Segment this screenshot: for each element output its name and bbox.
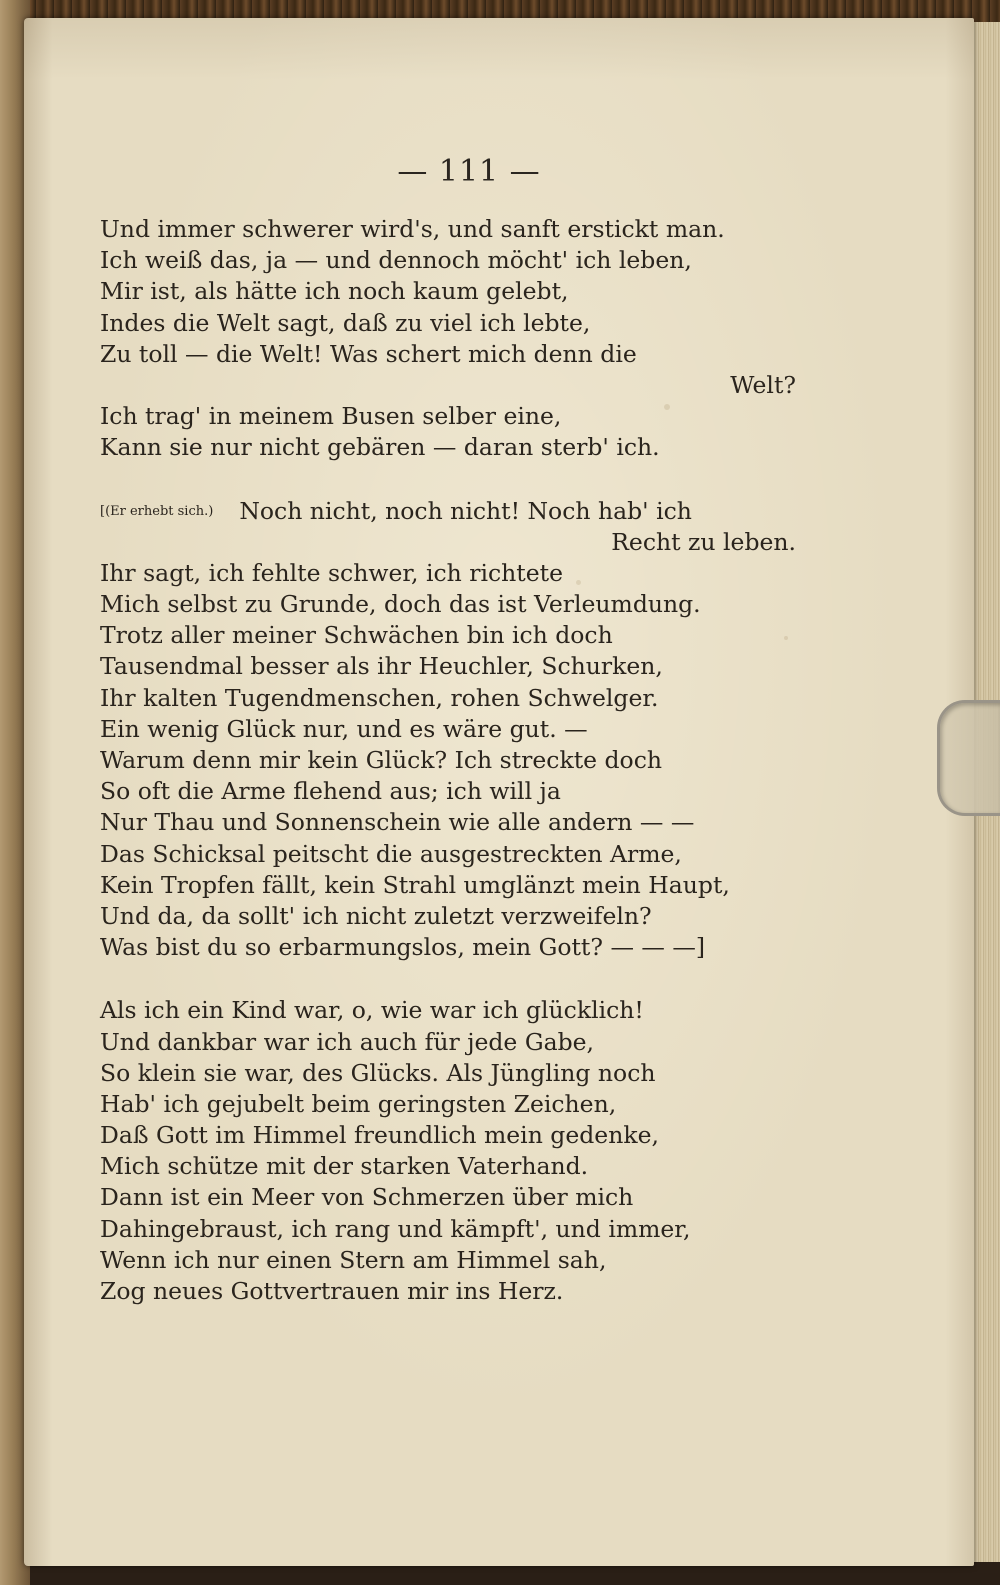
verse-line: Zog neues Gottvertrauen mir ins Herz. bbox=[100, 1277, 564, 1305]
verse-line-continuation: Recht zu leben. bbox=[611, 527, 796, 556]
page-clip-tab bbox=[937, 700, 1000, 816]
verse-line: Und da, da sollt' ich nicht zuletzt verzweifeln? bbox=[100, 901, 652, 930]
stage-direction: [(Er erhebt sich.) bbox=[100, 503, 214, 519]
verse-line: Das Schicksal peitscht die ausgestreckten Arme, bbox=[100, 839, 682, 868]
verse-line: Dann ist ein Meer von Schmerzen über mich bbox=[100, 1183, 634, 1212]
verse-line: Mich selbst zu Grunde, doch das ist Verleumdung. bbox=[100, 590, 701, 619]
verse-line: Nur Thau und Sonnenschein wie alle andern — — bbox=[100, 808, 695, 837]
verse-line: Als ich ein Kind war, o, wie war ich glücklich! bbox=[100, 996, 644, 1025]
verse-line: Wenn ich nur einen Stern am Himmel sah, bbox=[100, 1245, 607, 1274]
stanza-gap bbox=[100, 963, 840, 995]
verse-line: So klein sie war, des Glücks. Als Jüngling noch bbox=[100, 1058, 656, 1087]
verse-line-text: Noch nicht, noch nicht! Noch hab' ich bbox=[239, 496, 692, 525]
stanza-gap bbox=[100, 464, 840, 496]
page-text bbox=[100, 214, 840, 1307]
verse-line: Mich schütze mit der starken Vaterhand. bbox=[100, 1152, 589, 1181]
verse-line: Was bist du so erbarmungslos, mein Gott? — — —] bbox=[100, 933, 706, 962]
verse-line: Hab' ich gejubelt beim geringsten Zeichen, bbox=[100, 1089, 617, 1118]
verse-line: Trotz aller meiner Schwächen bin ich doch bbox=[100, 621, 613, 650]
verse-line: Ich trag' in meinem Busen selber eine, bbox=[100, 402, 562, 431]
verse-line: Ein wenig Glück nur, und es wäre gut. — bbox=[100, 714, 588, 743]
verse-line: Ihr kalten Tugendmenschen, rohen Schwelger. bbox=[100, 683, 659, 712]
verse-line: Und immer schwerer wird's, und sanft erstickt man. bbox=[100, 215, 725, 243]
verse-line: Mir ist, als hätte ich noch kaum gelebt, bbox=[100, 277, 569, 306]
verse-line: Und dankbar war ich auch für jede Gabe, bbox=[100, 1027, 595, 1056]
verse-line-with-stage-direction bbox=[100, 496, 840, 527]
book-page bbox=[24, 18, 974, 1566]
verse-line: Ich weiß das, ja — und dennoch möcht' ich leben, bbox=[100, 246, 692, 275]
verse-line: Ihr sagt, ich fehlte schwer, ich richtete bbox=[100, 558, 563, 587]
verse-line: Dahingebraust, ich rang und kämpft', und immer, bbox=[100, 1214, 691, 1243]
verse-line: Zu toll — die Welt! Was schert mich denn die bbox=[100, 339, 637, 368]
verse-line: So oft die Arme flehend aus; ich will ja bbox=[100, 777, 561, 806]
verse-line: Tausendmal besser als ihr Heuchler, Schurken, bbox=[100, 652, 663, 681]
verse-line: Kann sie nur nicht gebären — daran sterb' ich. bbox=[100, 433, 660, 462]
verse-line-continuation: Welt? bbox=[730, 370, 796, 399]
verse-line: Kein Tropfen fällt, kein Strahl umglänzt mein Haupt, bbox=[100, 870, 730, 899]
verse-line: Daß Gott im Himmel freundlich mein gedenke, bbox=[100, 1121, 659, 1150]
verse-line: Indes die Welt sagt, daß zu viel ich lebte, bbox=[100, 308, 591, 337]
verse-line: Warum denn mir kein Glück? Ich streckte doch bbox=[100, 746, 663, 774]
page-number: — 111 — bbox=[397, 154, 541, 189]
